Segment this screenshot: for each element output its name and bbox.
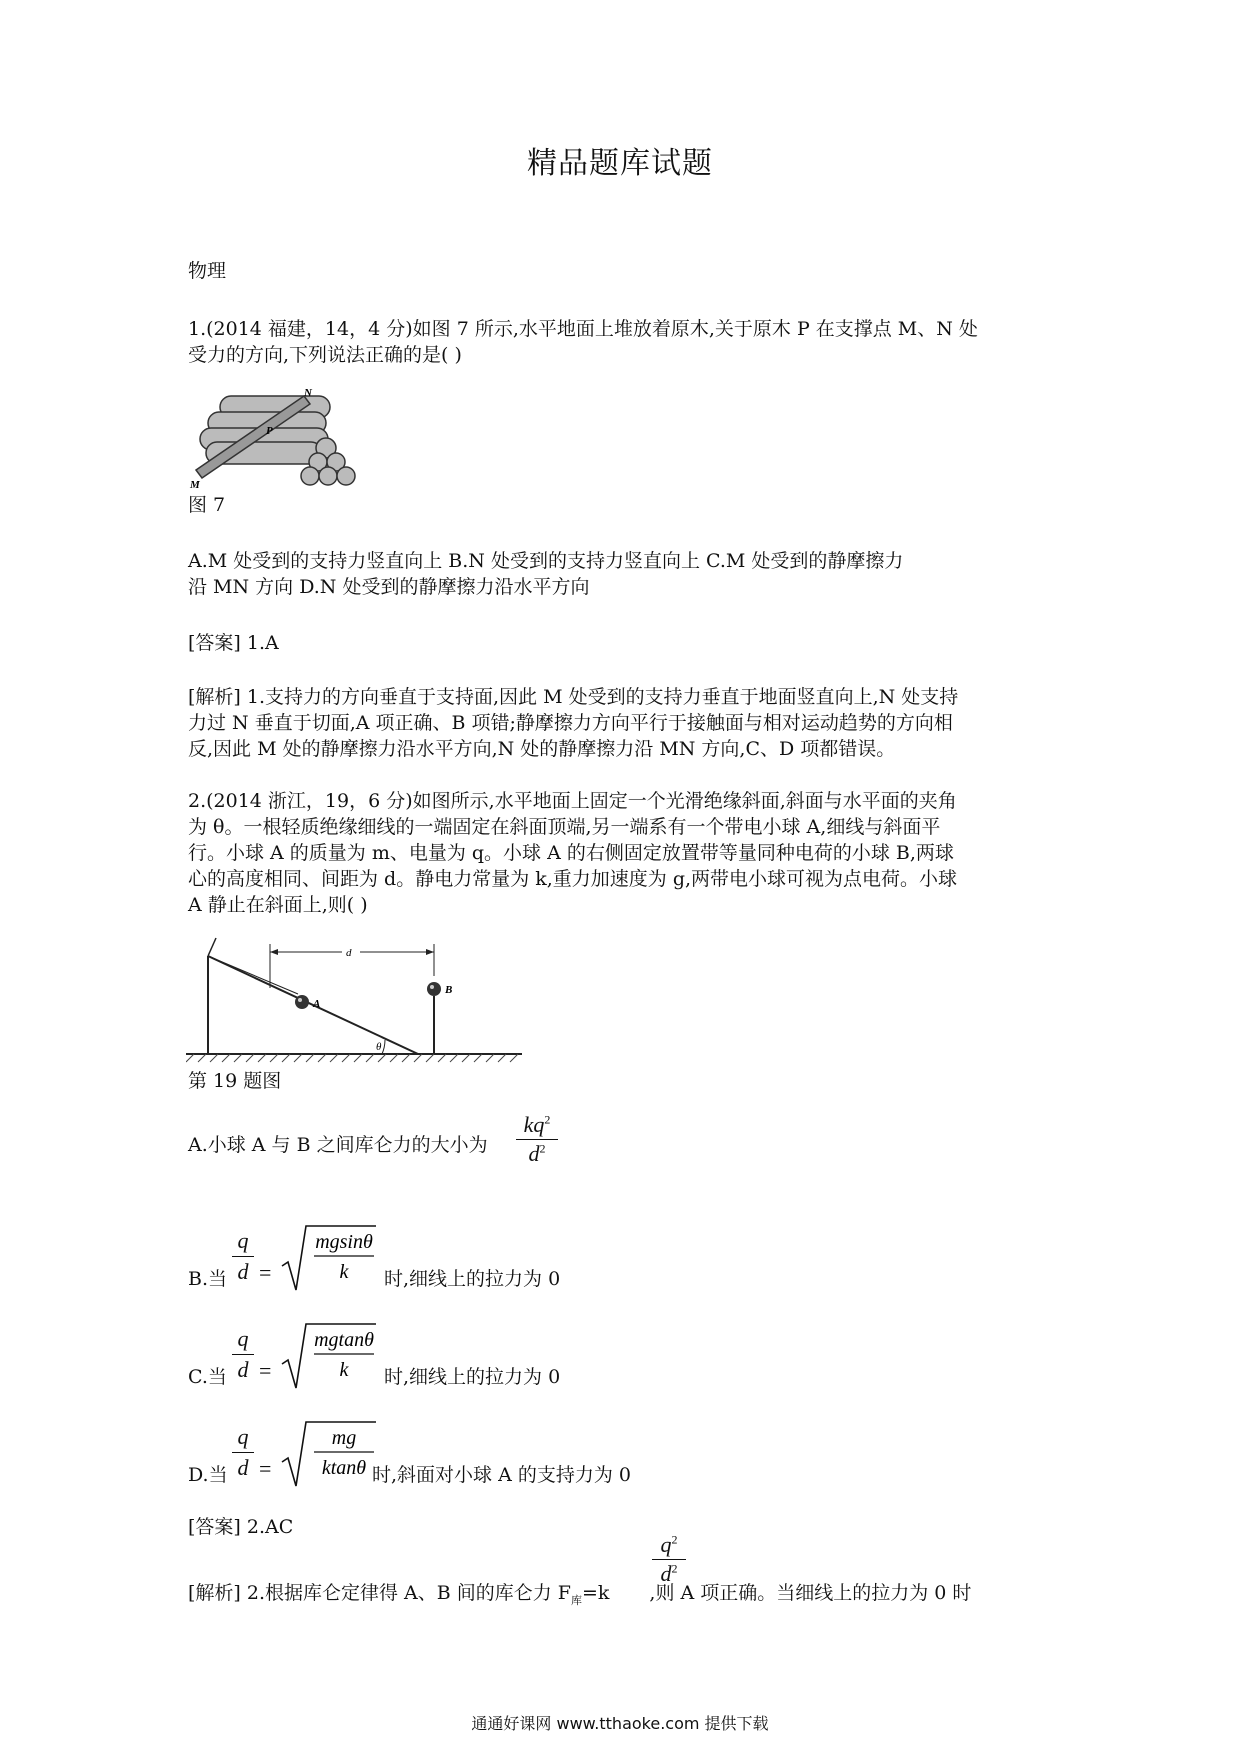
q2-option-b-suffix: 时,细线上的拉力为 0	[384, 1268, 561, 1290]
optB-equals: =	[259, 1260, 272, 1285]
q2-answer: [答案] 2.AC	[188, 1516, 294, 1538]
q2-stem-line1: 2.(2014 浙江，19，6 分)如图所示,水平地面上固定一个光滑绝缘斜面,斜面与水平面的夹角	[188, 790, 957, 812]
optB-sqrt	[280, 1222, 376, 1294]
q2-analysis-subscript: 库	[570, 1593, 582, 1607]
label-P: P	[266, 425, 273, 437]
q1-analysis-line3: 反,因此 M 处的静摩擦力沿水平方向,N 处的静摩擦力沿 MN 方向,C、D 项都错误。	[188, 738, 896, 760]
q2-analysis-part-b: ,则 A 项正确。当细线上的拉力为 0 时	[649, 1582, 972, 1604]
q1-analysis-line2: 力过 N 垂直于切面,A 项正确、B 项错;静摩擦力方向平行于接触面与相对运动趋势的方向相	[188, 712, 953, 734]
label-N: N	[304, 388, 312, 399]
log-end	[301, 467, 319, 485]
ball-B	[427, 982, 441, 996]
optD-rad-den: ktanθ	[321, 1457, 367, 1479]
optB-rad-den: k	[339, 1261, 349, 1283]
q2-figure-caption: 第 19 题图	[188, 1070, 282, 1092]
optC-rad-den: k	[339, 1359, 349, 1381]
q1-options-line1: A.M 处受到的支持力竖直向上 B.N 处受到的支持力竖直向上 C.M 处受到的静摩擦力	[188, 550, 904, 572]
optB-rad-num: mgsinθ	[315, 1231, 373, 1253]
optC-sqrt	[280, 1320, 376, 1392]
q2-option-b-prefix: B.当	[188, 1268, 228, 1290]
label-M: M	[190, 479, 200, 490]
optD-equals: =	[259, 1456, 272, 1481]
q1-stem-line1: 1.(2014 福建，14，4 分)如图 7 所示,水平地面上堆放着原木,关于原木 P 在支撑点 M、N 处	[188, 318, 978, 340]
optB-q-over-d: q d	[232, 1228, 254, 1285]
ball-A	[295, 995, 309, 1009]
optC-rad-num: mgtanθ	[314, 1329, 374, 1351]
label-theta: θ	[376, 1041, 382, 1053]
log-end	[337, 467, 355, 485]
q2-option-d-suffix: 时,斜面对小球 A 的支持力为 0	[372, 1464, 631, 1486]
optA-fraction: $kq^2$ $d^2$	[516, 1112, 558, 1167]
q1-stem-line2: 受力的方向,下列说法正确的是( )	[188, 344, 462, 366]
q2-stem-line4: 心的高度相同、间距为 d。静电力常量为 k,重力加速度为 g,两带电小球可视为点电荷。小球	[188, 868, 958, 890]
q2-analysis-line	[188, 1580, 1058, 1614]
q2-option-d-prefix: D.当	[188, 1464, 228, 1486]
q1-figure-caption: 图 7	[188, 494, 226, 516]
thread-line	[208, 956, 298, 994]
label-d: d	[346, 947, 352, 959]
optA-num: kq	[523, 1112, 545, 1137]
q2-option-c-suffix: 时,细线上的拉力为 0	[384, 1366, 561, 1388]
subject-label: 物理	[188, 260, 227, 282]
label-B: B	[445, 984, 453, 996]
analysis-fraction: $q^2$ $d^2$	[652, 1532, 686, 1587]
q2-stem-line3: 行。小球 A 的质量为 m、电量为 q。小球 A 的右侧固定放置带等量同种电荷的小球 B,两球	[188, 842, 954, 864]
label-A: A	[313, 998, 321, 1010]
page-title: 精品题库试题	[527, 146, 713, 181]
q2-incline-figure	[186, 930, 526, 1065]
q2-option-a: A.小球 A 与 B 之间库仑力的大小为	[188, 1134, 488, 1156]
q1-options-line2: 沿 MN 方向 D.N 处受到的静摩擦力沿水平方向	[188, 576, 590, 598]
q1-analysis-line1: [解析] 1.支持力的方向垂直于支持面,因此 M 处受到的支持力垂直于地面竖直向上,N 处支持	[188, 686, 959, 708]
optD-rad-num: mg	[331, 1427, 357, 1449]
log-end	[319, 467, 337, 485]
q2-analysis-eq: =k	[581, 1582, 610, 1604]
optA-den: d	[528, 1141, 540, 1166]
optC-q-over-d: q d	[232, 1326, 254, 1383]
q1-logs-figure	[186, 388, 366, 490]
optC-equals: =	[259, 1358, 272, 1383]
q1-answer: [答案] 1.A	[188, 632, 279, 654]
q2-stem-line2: 为 θ。一根轻质绝缘细线的一端固定在斜面顶端,另一端系有一个带电小球 A,细线与斜面平	[188, 816, 941, 838]
angle-arc	[382, 1040, 385, 1054]
wall-top	[208, 938, 216, 956]
optD-q-over-d: q d	[232, 1424, 254, 1481]
optD-sqrt	[280, 1418, 376, 1490]
q2-option-c-prefix: C.当	[188, 1366, 227, 1388]
q2-stem-line5: A 静止在斜面上,则( )	[188, 894, 368, 916]
page-footer: 通通好课网 www.tthaoke.com 提供下载	[471, 1714, 769, 1733]
q2-analysis-part-a: [解析] 2.根据库仑定律得 A、B 间的库仑力 F	[188, 1582, 571, 1604]
